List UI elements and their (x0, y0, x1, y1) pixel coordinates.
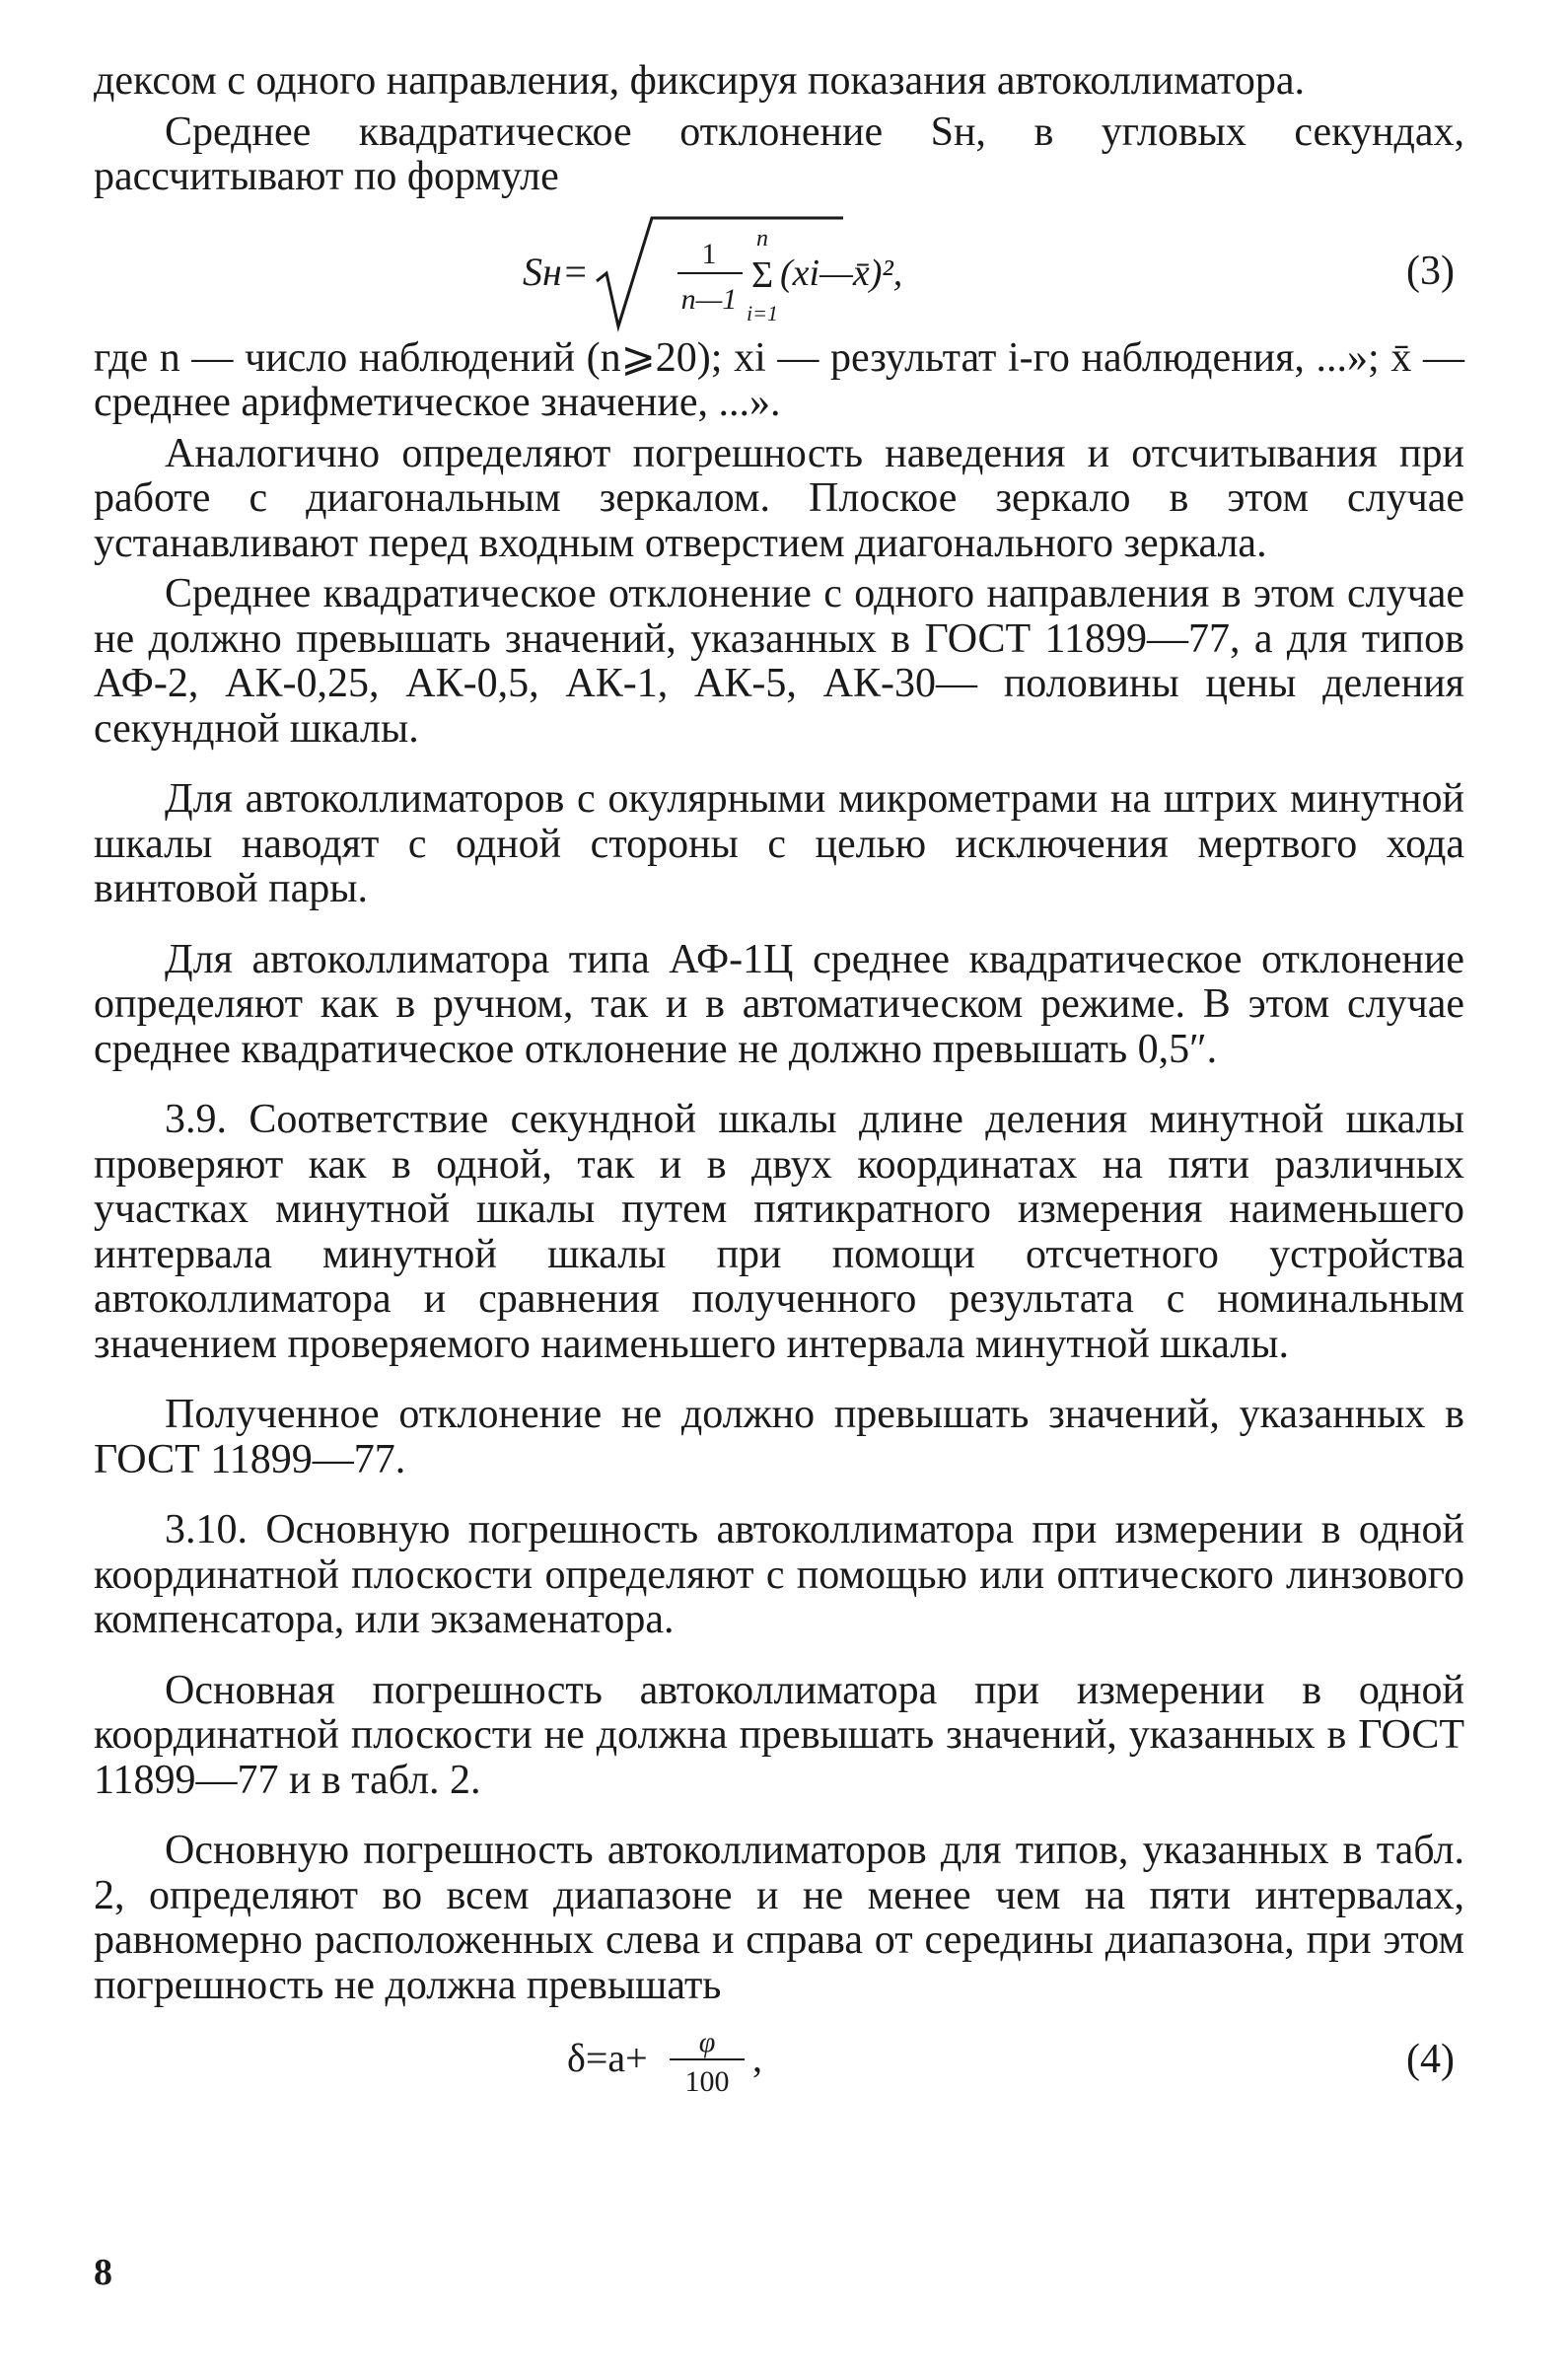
paragraph-deviation: Полученное отклонение не должно превышать значений, указанных в ГОСТ 11899—77. (94, 1392, 1464, 1482)
formula-3-sigma: Σ (750, 253, 774, 296)
paragraph-3-9: 3.9. Соответствие секундной шкалы длине деления минутной шкалы проверяют как в одной, так и в двух координатах на пяти различных участках минутной шкалы путем пятикратного измерения наименьшего интервала минутной шкалы при помощи отсчетного устройства автоколлиматора и сравнения полученного результата с номинальным значением проверяемого наименьшего интервала минутной шкалы. (94, 1097, 1464, 1367)
formula-3-upper-limit: n (756, 225, 768, 252)
page-number: 8 (94, 2252, 112, 2293)
formula-3-lower-limit: i=1 (747, 300, 778, 325)
formula-4-numerator: φ (698, 2026, 716, 2058)
paragraph-sn-intro: Среднее квадратическое отклонение Sн, в угловых секундах, рассчитывают по формуле (94, 108, 1464, 199)
formula-3-numerator: 1 (701, 237, 717, 270)
paragraph-3-10: 3.10. Основную погрешность автоколлиматора при измерении в одной координатной плоскости определяют с помощью или оптического линзового компенсатора, или экзаменатора. (94, 1507, 1464, 1642)
formula-3-denominator: n—1 (680, 282, 738, 316)
paragraph-main-error: Основная погрешность автоколлиматора при измерении в одной координатной плоскости не должна превышать значений, указанных в ГОСТ 11899—77 и в табл. 2. (94, 1667, 1464, 1803)
formula-4-lhs: δ=a+ (567, 2036, 648, 2080)
formula-3 (94, 206, 1464, 332)
formula-3-summand: (xi—x̄)², (780, 252, 903, 294)
formula-3-svg (94, 206, 1464, 332)
paragraph-diagonal-mirror: Аналогично определяют погрешность наведения и отсчитывания при работе с диагональным зеркалом. Плоское зеркало в этом случае устанавливают перед входным отверстием диагонального зеркала. (94, 430, 1464, 566)
paragraph-ocular-micrometer: Для автоколлиматоров с окулярными микрометрами на штрих минутной шкалы наводят с одной стороны с целью исключения мертвого хода винтовой пары. (94, 776, 1464, 911)
equation-number-4: (4) (1406, 2037, 1455, 2082)
page-body (94, 59, 1464, 2103)
paragraph-where: где n — число наблюдений (n⩾20); xi — результат i-го наблюдения, ...»; x̄ — среднее арифметическое значение, ...». (94, 334, 1464, 425)
formula-4-tail: , (752, 2036, 762, 2080)
paragraph-af1c: Для автоколлиматора типа АФ-1Ц среднее квадратическое отклонение определяют как в ручном, так и в автоматическом режиме. В этом случае среднее квадратическое отклонение не должно превышать 0,5″. (94, 936, 1464, 1072)
formula-4 (94, 2020, 1464, 2103)
formula-4-denominator: 100 (684, 2065, 730, 2098)
paragraph-intervals: Основную погрешность автоколлиматоров для типов, указанных в табл. 2, определяют во всем диапазоне и не менее чем на пяти интервалах, равномерно расположенных слева и справа от середины диапазона, при этом погрешность не должна превышать (94, 1828, 1464, 2008)
equation-number-3: (3) (1406, 248, 1455, 294)
formula-3-lhs: Sн= (523, 249, 589, 294)
paragraph-one-direction: Среднее квадратическое отклонение с одного направления в этом случае не должно превышать значений, указанных в ГОСТ 11899—77, а для типов АФ-2, АК-0,25, АК-0,5, АК-1, АК-5, АК-30— половины цены деления секундной шкалы. (94, 571, 1464, 752)
formula-4-svg (94, 2020, 1464, 2103)
paragraph-continuation: дексом с одного направления, фиксируя показания автоколлиматора. (94, 58, 1305, 104)
